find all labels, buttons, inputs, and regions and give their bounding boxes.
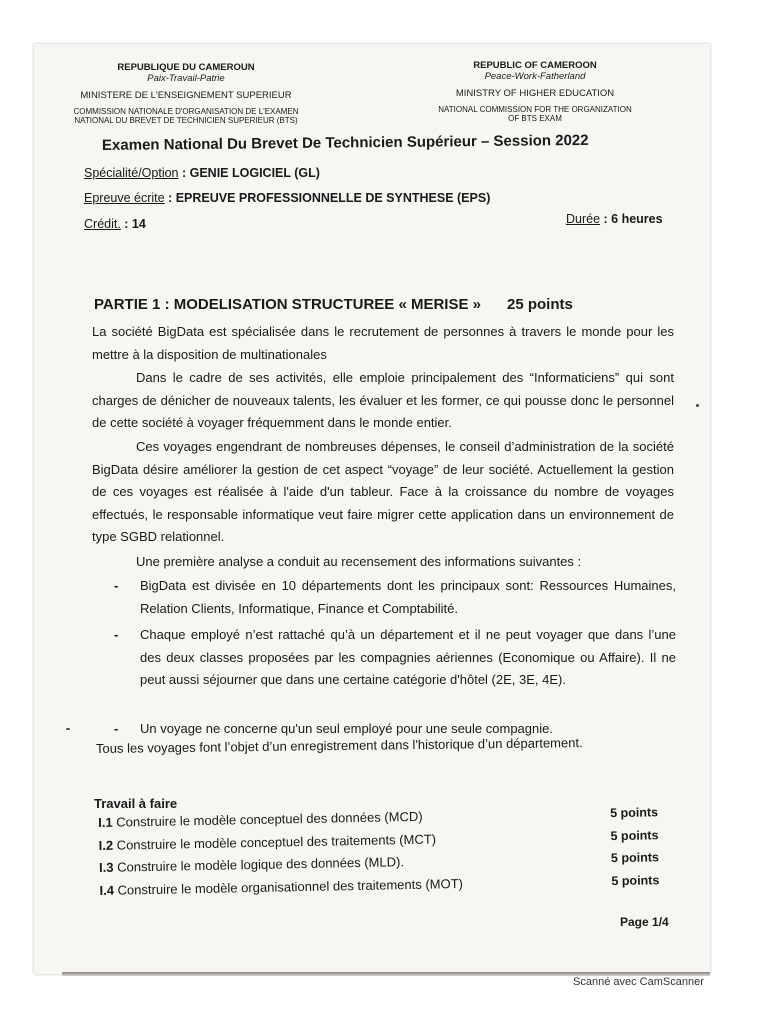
task-number: I.2	[98, 837, 114, 853]
task-points: 5 points	[609, 805, 659, 821]
bullet-dash-icon: -	[114, 578, 119, 593]
task-text: Construire le modèle logique des données (MLD).	[113, 854, 405, 875]
credit-label: Crédit.	[84, 217, 121, 231]
header-right-ministry: MINISTRY OF HIGHER EDUCATION	[455, 88, 615, 99]
bullet-item	[114, 575, 676, 620]
task-list	[98, 801, 680, 902]
specialite-value: : GENIE LOGICIEL (GL)	[178, 166, 320, 180]
credit-value: : 14	[120, 217, 146, 231]
paragraph-1: La société BigData est spécialisée dans le recrutement de personnes à travers le monde pour les mettre à la disposition de multinationales	[92, 324, 674, 362]
task-number: I.4	[99, 882, 115, 898]
task-text: Construire le modèle conceptuel des données (MCD)	[112, 808, 423, 830]
header-left-motto: Paix-Travail-Patrie	[147, 73, 225, 84]
page-number: Page 1/4	[620, 915, 669, 929]
header-right-motto: Peace-Work-Fatherland	[484, 71, 586, 82]
header-right-country: REPUBLIC OF CAMEROON	[473, 60, 597, 71]
bullet-text: Un voyage ne concerne qu'un seul employé pour une seule compagnie.	[140, 721, 553, 736]
paragraph-2: Dans le cadre de ses activités, elle emploie principalement des “Informaticiens” qui sont charges de dénicher de nouveaux talents, les évaluer et les former, ce qui pousse donc le personnel de cette société à voyager fréquemment dans le monde entier.	[92, 370, 674, 430]
bullet-dash-icon: -	[114, 721, 119, 736]
specialite-label: Spécialité/Option	[84, 166, 179, 180]
task-number: I.1	[98, 814, 113, 830]
scan-speck	[696, 404, 699, 407]
part1-heading	[94, 296, 573, 313]
task-number: I.3	[98, 859, 114, 875]
scan-speck	[66, 728, 70, 730]
task-text: Construire le modèle organisationnel des traitements (MOT)	[113, 875, 464, 898]
header-left-commission-2: NATIONAL DU BREVET DE TECHNICIEN SUPERIEUR (BTS)	[74, 116, 298, 125]
epreuve-line	[84, 191, 490, 205]
task-points: 5 points	[610, 850, 660, 866]
paragraph-4: Une première analyse a conduit au recensement des informations suivantes :	[136, 554, 582, 569]
part1-title: PARTIE 1 : MODELISATION STRUCTUREE « MERISE »	[94, 296, 481, 313]
epreuve-value: : EPREUVE PROFESSIONNELLE DE SYNTHESE (EPS)	[164, 191, 491, 205]
travail-heading: Travail à faire	[94, 796, 178, 811]
duree-label: Durée	[566, 212, 601, 226]
bullet-dash-icon: -	[114, 627, 119, 642]
bullet-text: BigData est divisée en 10 départements dont les principaux sont: Ressources Humaines, Relation Clients, Informatique, Finance et Comptabilité.	[140, 578, 676, 616]
task-text: Construire le modèle conceptuel des traitements (MCT)	[112, 831, 437, 853]
header-left	[66, 62, 306, 125]
header-right-commission-2: OF BTS EXAM	[508, 114, 562, 123]
part1-points: 25 points	[506, 296, 573, 313]
epreuve-label: Epreuve écrite	[84, 191, 165, 205]
bullet-item	[114, 624, 676, 692]
task-points: 5 points	[611, 872, 660, 888]
closing-sentence: Tous les voyages font l’objet d’un enregistrement dans l'historique d’un département.	[95, 735, 583, 756]
bullet-text: Chaque employé n’est rattaché qu’à un département et il ne peut voyager que dans l’une des deux classes proposées par les compagnies aériennes (Economique ou Affaire). Il ne peut aussi séjourner que dans une certaine catégorie d'hôtel (2E, 3E, 4E).	[140, 627, 676, 687]
header-left-country: REPUBLIQUE DU CAMEROUN	[117, 62, 255, 73]
header-right	[410, 60, 660, 123]
header-left-ministry: MINISTERE DE L'ENSEIGNEMENT SUPERIEUR	[80, 90, 292, 101]
duree-value: : 6 heures	[600, 212, 663, 226]
task-points: 5 points	[610, 827, 659, 843]
header-left-commission-1: COMMISSION NATIONALE D'ORGANISATION DE L'EXAMEN	[73, 107, 299, 116]
credit-line	[84, 217, 146, 231]
exam-title: Examen National Du Brevet De Technicien Supérieur – Session 2022	[101, 131, 589, 154]
header-right-commission-1: NATIONAL COMMISSION FOR THE ORGANIZATION	[438, 105, 632, 114]
specialite-line	[84, 166, 320, 180]
duree-line	[566, 212, 663, 226]
paragraph-3: Ces voyages engendrant de nombreuses dépenses, le conseil d’administration de la société BigData désire améliorer la gestion de cet aspect “voyage” de leur société. Actuellement la gestion de ces voyages est réalisée à l'aide d'un tableur. Face à la croissance du nombre de voyages effectués, le responsable informatique veut faire migrer cette application dans un environnement de type SGBD relationnel.	[92, 439, 674, 544]
scanner-watermark: Scanné avec CamScanner	[573, 976, 704, 988]
